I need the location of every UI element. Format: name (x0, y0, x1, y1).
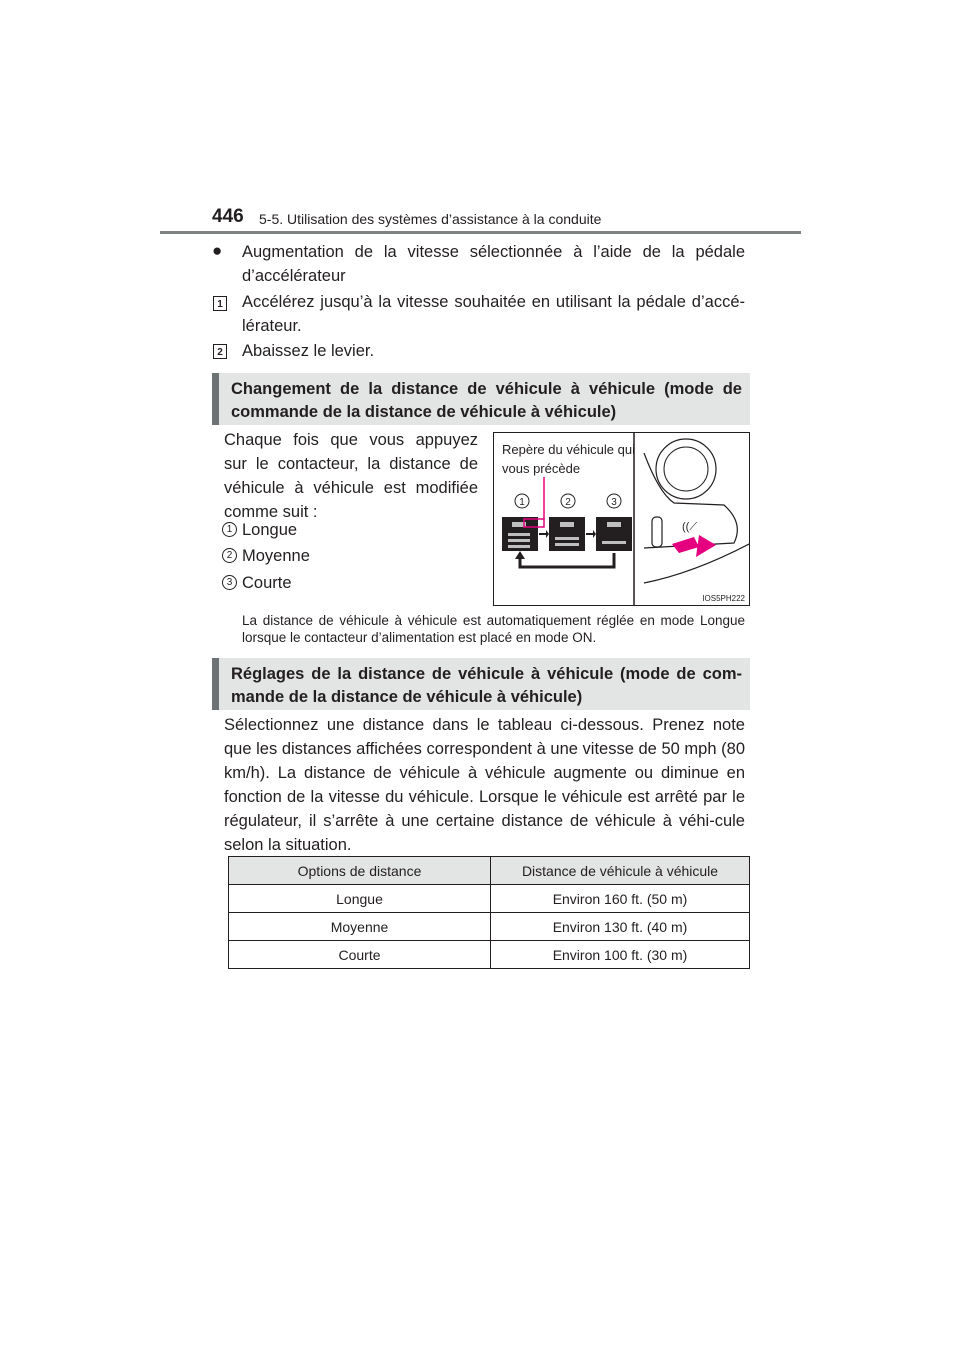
figure-callout: 1 (519, 497, 525, 508)
table-cell: Environ 100 ft. (30 m) (491, 941, 750, 969)
table-cell: Environ 160 ft. (50 m) (491, 885, 750, 913)
bullet-icon: ● (212, 241, 223, 260)
table-header-cell: Distance de véhicule à véhicule (491, 857, 750, 885)
table-header-row (229, 857, 750, 885)
option-number-badge: 3 (222, 575, 237, 590)
option-number-badge: 1 (222, 522, 237, 537)
table-row (229, 885, 750, 913)
table-row (229, 941, 750, 969)
table-header-cell: Options de distance (229, 857, 491, 885)
figure-caption: Repère du véhicule qui vous précède (502, 442, 635, 476)
page-number: 446 (212, 206, 244, 227)
option-number-badge: 2 (222, 548, 237, 563)
figure-callout: 3 (611, 497, 617, 508)
distance-table (228, 856, 750, 969)
table-cell: Environ 130 ft. (40 m) (491, 913, 750, 941)
figure-illustration (494, 433, 750, 606)
table-cell: Moyenne (229, 913, 491, 941)
table-row (229, 913, 750, 941)
table-cell: Courte (229, 941, 491, 969)
section-title: 5-5. Utilisation des systèmes d’assistance à la conduite (259, 211, 602, 227)
option-label: Longue (242, 521, 298, 539)
header-divider (160, 231, 801, 234)
figure-callout: 2 (565, 497, 571, 508)
step-number-badge: 2 (213, 344, 227, 359)
option-label: Courte (242, 574, 292, 592)
option-label: Moyenne (242, 547, 310, 565)
section-body: Sélectionnez une distance dans le tableau ci-dessous. Prenez note que les distances affichées correspondent à une vitesse de 50 mph (80 km/h). La distance de véhicule à véhicule augmente ou diminue en fonction de la vitesse du véhicule. Lorsque le véhicule est arrêté par le régulateur, il s’arrête à une certaine distance de véhicule à véhi-cule selon la situation. (224, 716, 745, 854)
step-text: Abaissez le levier. (242, 342, 375, 360)
section-body: Chaque fois que vous appuyez sur le contacteur, la distance de véhicule à véhicule est modifiée comme suit : (224, 431, 478, 521)
distance-switch-icon: ((⟋ (682, 521, 698, 533)
section-heading: Changement de la distance de véhicule à véhicule (mode de commande de la distance de véhicule à véhicule) (212, 373, 750, 425)
step-number-badge: 1 (213, 296, 227, 311)
section-heading: Réglages de la distance de véhicule à véhicule (mode de com-mande de la distance de véhicule à véhicule) (212, 658, 750, 710)
bullet-text: Augmentation de la vitesse sélectionnée à l’aide de la pédale d’accélérateur (242, 243, 745, 285)
table-cell: Longue (229, 885, 491, 913)
step-text: Accélérez jusqu’à la vitesse souhaitée en utilisant la pédale d’accé-lérateur. (242, 293, 745, 335)
figure-code: IOS5PH222 (702, 594, 745, 603)
section-note: La distance de véhicule à véhicule est automatiquement réglée en mode Longue lorsque le contacteur d’alimentation est placé en mode ON. (242, 613, 745, 645)
figure-distance-switch (493, 432, 750, 606)
